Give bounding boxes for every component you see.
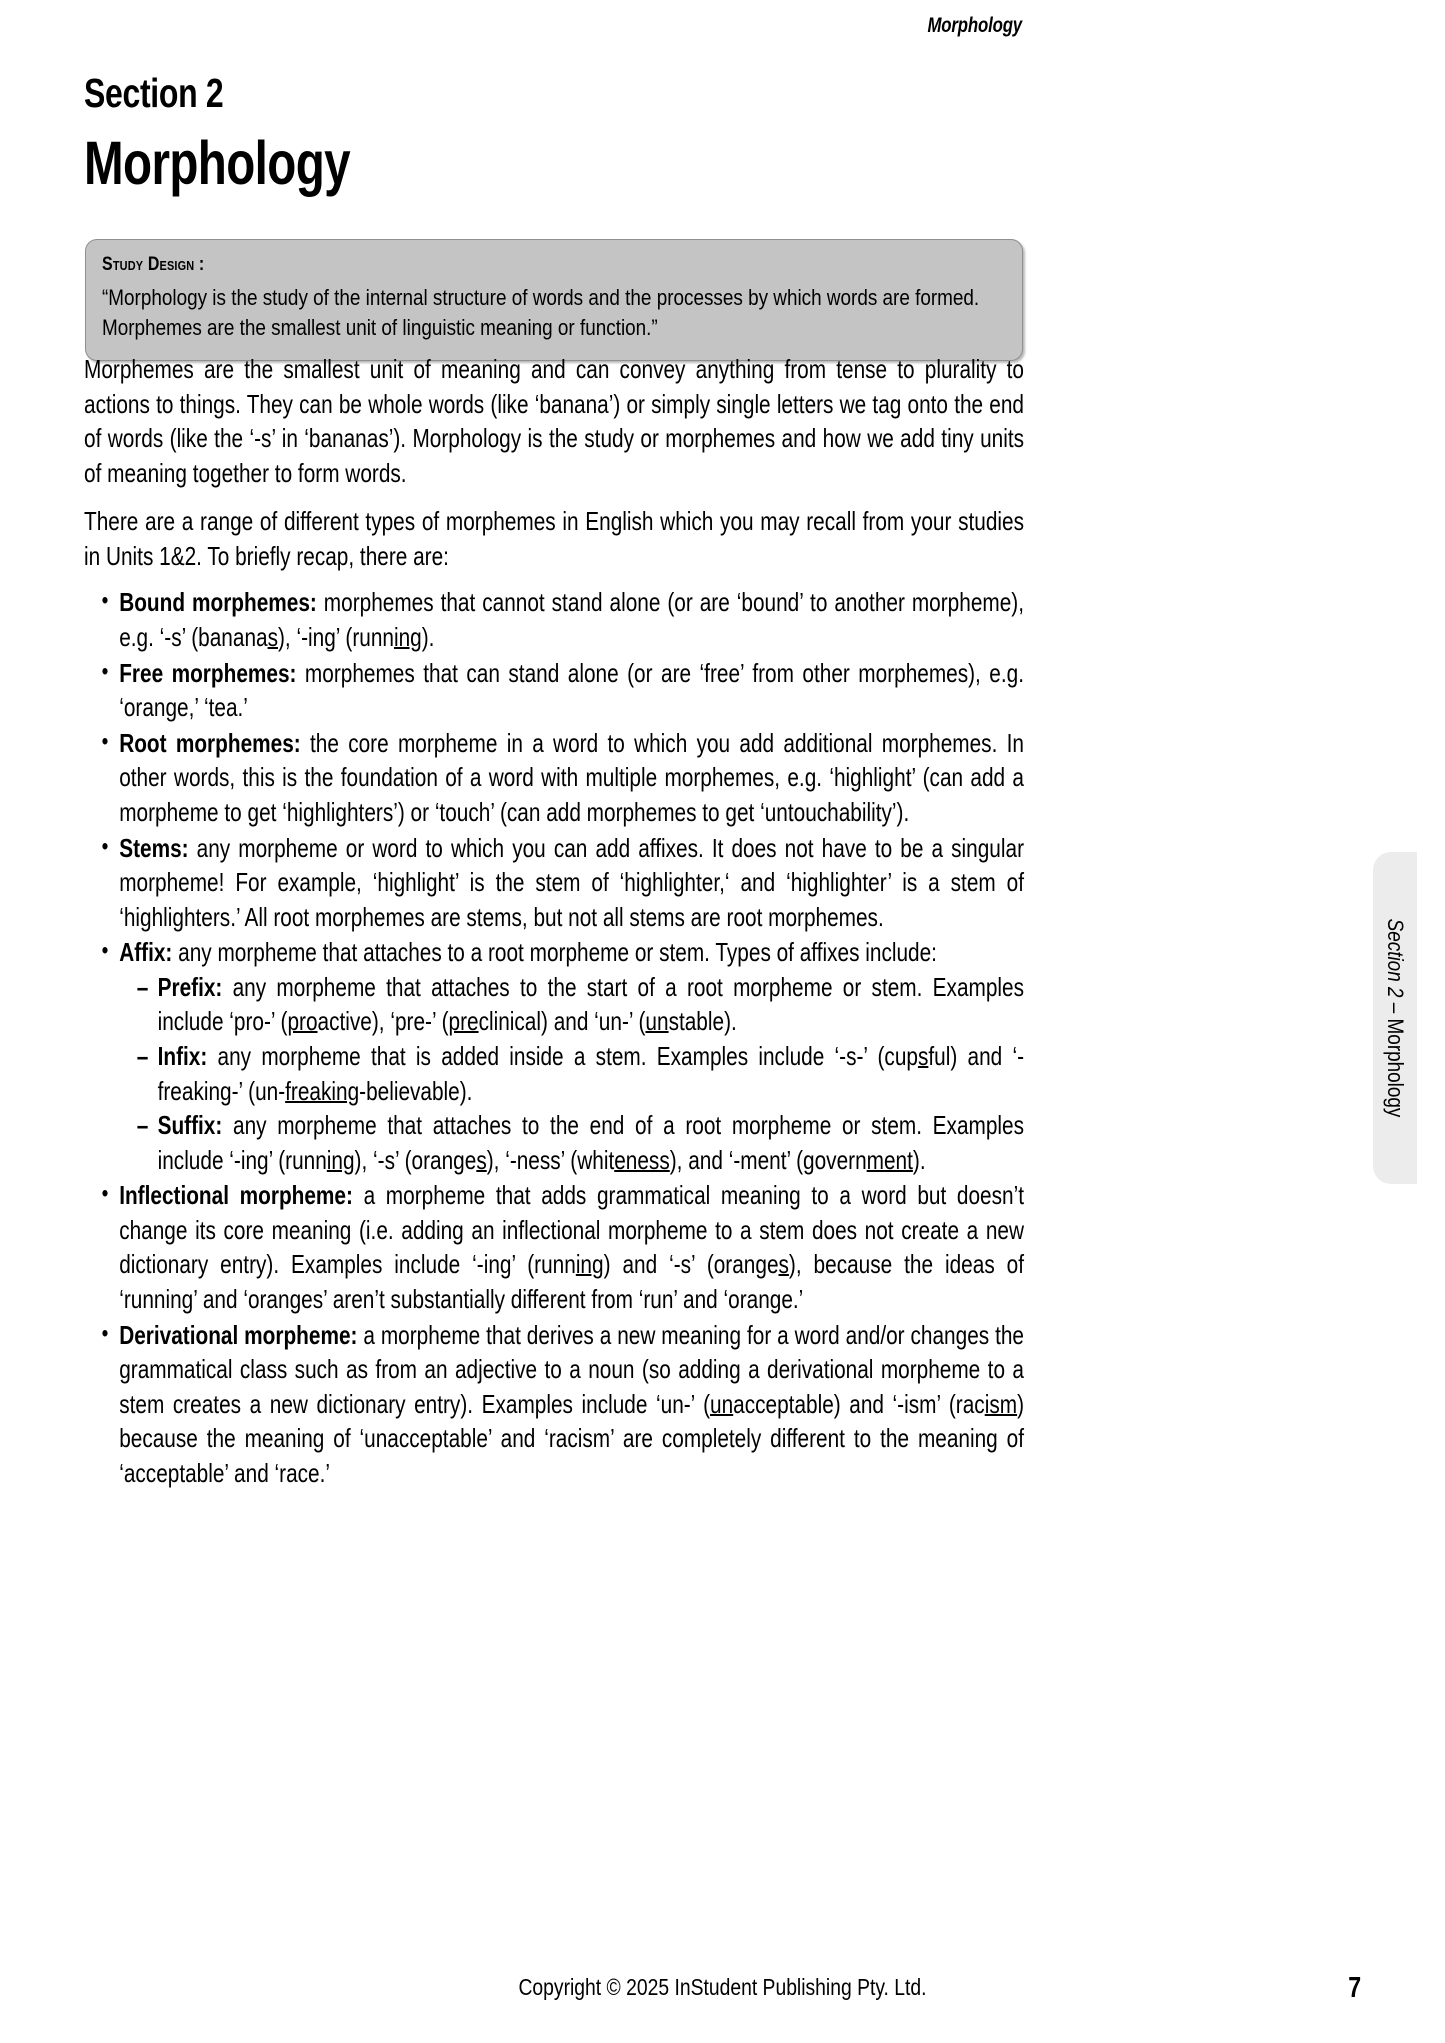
study-design-box (85, 239, 1023, 361)
bullet-lead: Inflectional morpheme: (119, 1180, 353, 1211)
content-column (84, 352, 1024, 1492)
bullet-text: ) and ‘-s’ (orange (603, 1249, 779, 1280)
bullet-text: acceptable) and ‘-ism’ (rac (733, 1388, 985, 1419)
sub-bullet-text: active), ‘pre-’ ( (317, 1006, 449, 1037)
side-tab-section: Section 2 – (1383, 918, 1408, 1019)
sub-bullet-text: ), ‘-ness’ (whit (486, 1144, 615, 1175)
sub-bullet-text: ). (912, 1144, 926, 1175)
sub-list-item (119, 1039, 1024, 1108)
underlined-morpheme: ing (575, 1249, 604, 1280)
bullet-text: the core morpheme in a word to which you add additional morphemes. In other words, this is the foundation of a word with multiple morphemes, e.g. ‘highlight’ (can add a morpheme to get ‘highlighters’) or ‘touch’ (can add morphemes to get ‘untouchability’). (119, 727, 1025, 827)
sub-bullet-text: ful) and ‘-freaking-’ (un- (157, 1040, 1025, 1106)
bullet-lead: Stems: (119, 832, 189, 863)
sub-bullet-text: ), ‘-s’ (orange (354, 1144, 477, 1175)
sub-bullet-text: ), and ‘-ment’ (govern (669, 1144, 867, 1175)
sub-bullet-text: -believable). (359, 1075, 473, 1106)
list-item (84, 656, 1024, 725)
bullet-text: any morpheme that attaches to a root morpheme or stem. Types of affixes include: (172, 937, 937, 968)
underlined-morpheme: ing (393, 622, 422, 653)
list-item (84, 726, 1024, 830)
underlined-morpheme: un (710, 1388, 734, 1419)
sub-bullet-text: any morpheme that attaches to the start of a root morpheme or stem. Examples include ‘pro-’ ( (157, 971, 1024, 1037)
bullet-text: ), because the ideas of ‘running’ and ‘oranges’ aren’t substantially different from ‘run’ and ‘orange.’ (119, 1249, 1024, 1315)
intro-paragraph-1: Morphemes are the smallest unit of meaning and can convey anything from tense to plurality to actions to things. They can be whole words (like ‘banana’) or simply single letters we tag onto the end of words (like the ‘-s’ in ‘bananas’). Morphology is the study or morphemes and how we add tiny units of meaning together to form words. (84, 354, 1024, 488)
bullet-lead: Root morphemes: (119, 727, 301, 758)
underlined-morpheme: ing (326, 1144, 355, 1175)
underlined-morpheme: un (645, 1006, 669, 1037)
study-design-quote-line2: Morphemes are the smallest unit of linguistic meaning or function.” (102, 315, 658, 341)
bullet-text: a morpheme that adds grammatical meaning to a word but doesn’t change its core meaning (i.e. adding an inflectional morpheme to a stem does not create a new dictionary entry). Examples include ‘-ing’ (runn (119, 1180, 1025, 1280)
bullet-text: any morpheme or word to which you can add affixes. It does not have to be a singular morpheme! For example, ‘highlight’ is the stem of ‘highlighter,‘ and ‘highlighter’ is a stem of ‘highlighters.’ All root morphemes are stems, but not all stems are root morphemes. (119, 832, 1024, 932)
underlined-morpheme: s (917, 1040, 929, 1071)
side-tab-topic: Morphology (1383, 1018, 1408, 1118)
study-design-quote-line1: “Morphology is the study of the internal structure of words and the processes by which words are formed. (102, 285, 980, 310)
sub-bullet-lead: Suffix: (157, 1110, 223, 1141)
running-header: Morphology (927, 14, 1022, 37)
bullet-text: morphemes that can stand alone (or are ‘free’ from other morphemes), e.g. ‘orange,’ ‘tea.’ (119, 657, 1024, 723)
footer-copyright: Copyright © 2025 InStudent Publishing Pty. Ltd. (518, 1974, 927, 2000)
study-design-label: Study Design : (102, 254, 205, 275)
underlined-morpheme: freaking (285, 1075, 360, 1106)
bullet-lead: Derivational morpheme: (119, 1319, 358, 1350)
section-label: Section 2 (84, 70, 224, 116)
sub-bullet-text: clinical) and ‘un-’ ( (478, 1006, 646, 1037)
page-title: Morphology (84, 129, 350, 197)
sub-bullet-text: any morpheme that attaches to the end of a root morpheme or stem. Examples include ‘-ing’ (runn (157, 1110, 1024, 1175)
bullet-text: a morpheme that derives a new meaning for a word and/or changes the grammatical class such as from an adjective to a noun (so adding a derivational morpheme to a stem creates a new dictionary entry). Examples include ‘un-’ ( (119, 1319, 1024, 1419)
sub-bullet-text: stable). (668, 1006, 737, 1037)
morpheme-type-list (84, 585, 1024, 1490)
list-item (84, 935, 1024, 1177)
sub-bullet-text: any morpheme that is added inside a stem. Examples include ‘-s-’ (cup (207, 1040, 918, 1071)
underlined-morpheme: pre (448, 1006, 479, 1037)
bullet-lead: Bound morphemes: (119, 587, 317, 618)
affix-sub-list (119, 970, 1024, 1177)
underlined-morpheme: ment (866, 1144, 913, 1175)
bullet-lead: Affix: (119, 937, 173, 968)
underlined-morpheme: pro (287, 1006, 318, 1037)
section-side-tab (1373, 852, 1417, 1184)
sub-list-item (119, 1108, 1024, 1177)
sub-bullet-lead: Infix: (157, 1040, 208, 1071)
side-tab-label (1382, 919, 1408, 1118)
bullet-text: ), ‘-ing’ (runn (277, 622, 394, 653)
page-number: 7 (1348, 1972, 1361, 2004)
underlined-morpheme: s (476, 1144, 487, 1175)
underlined-morpheme: s (267, 622, 278, 653)
intro-paragraph-2: There are a range of different types of morphemes in English which you may recall from your studies in Units 1&2. To briefly recap, there are: (84, 506, 1024, 571)
list-item (84, 585, 1024, 654)
sub-list-item (119, 970, 1024, 1039)
list-item (84, 1318, 1024, 1491)
bullet-text: morphemes that cannot stand alone (or are ‘bound’ to another morpheme), e.g. ‘-s’ (banana (119, 587, 1024, 653)
underlined-morpheme: s (778, 1249, 789, 1280)
sub-bullet-lead: Prefix: (157, 971, 223, 1002)
bullet-text: ). (421, 622, 435, 653)
bullet-text: ) because the meaning of ‘unacceptable’ and ‘racism’ are completely different to the meaning of ‘acceptable’ and ‘race.’ (119, 1388, 1024, 1488)
study-design-quote (102, 283, 1006, 344)
list-item (84, 831, 1024, 935)
list-item (84, 1178, 1024, 1316)
underlined-morpheme: eness (614, 1144, 670, 1175)
underlined-morpheme: ism (984, 1388, 1018, 1419)
bullet-lead: Free morphemes: (119, 657, 297, 688)
